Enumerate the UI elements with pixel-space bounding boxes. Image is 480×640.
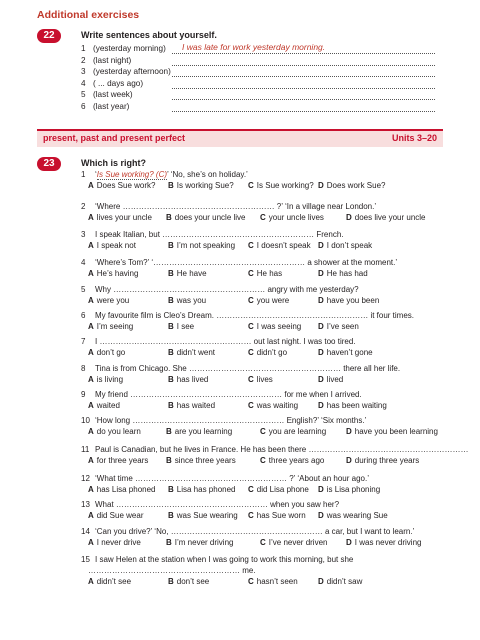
option-letter: C — [260, 456, 266, 465]
question-stem — [81, 474, 369, 483]
option-letter: A — [88, 485, 94, 494]
option-text: has been waiting — [326, 401, 387, 410]
option-letter: A — [88, 511, 94, 520]
option-c[interactable] — [260, 538, 327, 547]
option-text: during three years — [354, 456, 420, 465]
option-letter: C — [260, 427, 266, 436]
option-text: your uncle lives — [268, 213, 324, 222]
item-prompt: (yesterday afternoon) — [93, 67, 171, 76]
question-number: 3 — [81, 230, 86, 239]
option-d[interactable] — [318, 485, 380, 494]
option-letter: C — [248, 375, 254, 384]
option-text: He has — [256, 269, 283, 278]
option-letter: D — [318, 241, 324, 250]
option-text: since three years — [174, 456, 236, 465]
item-prompt: (last week) — [93, 90, 133, 99]
question-number: 10 — [81, 416, 90, 425]
option-text: did Lisa phone — [256, 485, 309, 494]
option-letter: D — [346, 456, 352, 465]
option-d[interactable] — [318, 375, 343, 384]
question-stem — [81, 445, 468, 454]
question-text: I speak Italian, but ………………………………………………… French. — [95, 230, 344, 239]
options-row — [88, 485, 438, 496]
page-heading: Additional exercises — [37, 9, 140, 21]
option-text: don’t go — [96, 348, 126, 357]
option-b[interactable] — [168, 485, 236, 494]
question-stem — [81, 285, 359, 294]
option-text: hasn’t seen — [256, 577, 298, 586]
option-letter: A — [88, 181, 94, 190]
option-d[interactable] — [318, 269, 368, 278]
question-stem — [81, 170, 248, 179]
option-letter: D — [318, 181, 324, 190]
option-c[interactable] — [248, 511, 306, 520]
options-row — [88, 375, 438, 386]
option-b[interactable] — [166, 427, 232, 436]
exercise-22-item — [81, 56, 131, 65]
question-number: 1 — [81, 170, 86, 179]
option-text: don’t see — [176, 577, 210, 586]
option-b[interactable] — [166, 456, 236, 465]
question-stem — [81, 258, 397, 267]
option-text: was Sue wearing — [176, 511, 238, 520]
option-letter: B — [166, 538, 172, 547]
option-a[interactable] — [88, 401, 120, 410]
option-text: does your uncle live — [174, 213, 246, 222]
exercise-23-badge: 23 — [37, 157, 61, 171]
option-d[interactable] — [346, 538, 421, 547]
question-number: 4 — [81, 258, 86, 267]
option-c[interactable] — [248, 401, 298, 410]
option-letter: B — [168, 348, 174, 357]
question-number: 8 — [81, 364, 86, 373]
option-letter: B — [168, 577, 174, 586]
options-row — [88, 269, 438, 280]
option-c[interactable] — [248, 485, 309, 494]
question-number: 2 — [81, 202, 86, 211]
option-text: I speak not — [96, 241, 136, 250]
option-letter: C — [260, 213, 266, 222]
option-text: Does work Sue? — [326, 181, 386, 190]
option-c[interactable] — [248, 296, 289, 305]
question-number: 13 — [81, 500, 90, 509]
question-stem — [81, 202, 376, 211]
options-row — [88, 322, 438, 333]
answer-line[interactable] — [172, 99, 435, 100]
option-letter: A — [88, 456, 94, 465]
option-letter: B — [168, 296, 174, 305]
option-d[interactable] — [346, 456, 419, 465]
option-text: were you — [96, 296, 130, 305]
option-b[interactable] — [168, 577, 209, 586]
options-row — [88, 511, 438, 522]
item-prompt: (last year) — [93, 101, 130, 111]
question-number: 7 — [81, 337, 86, 346]
options-row — [88, 577, 438, 588]
question-text-continued: ………………………………………………… me. — [88, 566, 256, 575]
option-letter: A — [88, 213, 94, 222]
option-letter: B — [168, 241, 174, 250]
answer-line[interactable] — [172, 53, 435, 54]
exercise-22-item — [81, 67, 171, 76]
question-text: Paul is Canadian, but he lives in France. He has been there …………………………………………………… — [95, 445, 469, 454]
question-text: ‘Where ………………………………………………… ?’ ‘In a village near London.’ — [95, 202, 377, 211]
option-text: I was seeing — [256, 322, 302, 331]
option-letter: A — [88, 241, 94, 250]
exercise-22-title: Write sentences about yourself. — [81, 30, 217, 40]
handwritten-answer: I was late for work yesterday morning. — [182, 42, 326, 52]
options-row — [88, 538, 438, 549]
option-b[interactable] — [168, 181, 234, 190]
answer-line[interactable] — [172, 88, 435, 89]
option-b[interactable] — [168, 401, 215, 410]
section-units: Units 3–20 — [391, 133, 437, 143]
option-letter: D — [346, 213, 352, 222]
option-text: are you learning — [174, 427, 233, 436]
option-text: has lived — [176, 375, 209, 384]
option-text: I was never driving — [354, 538, 422, 547]
question-stem — [81, 390, 362, 399]
options-row — [88, 456, 438, 467]
option-text: didn’t go — [256, 348, 288, 357]
option-letter: A — [88, 322, 94, 331]
option-c[interactable] — [260, 456, 324, 465]
option-letter: B — [166, 213, 172, 222]
option-text: haven’t gone — [326, 348, 373, 357]
question-stem — [81, 230, 344, 239]
question-number: 11 — [81, 445, 90, 454]
question-number: 6 — [81, 311, 86, 320]
option-text: lives — [256, 375, 273, 384]
option-text: I don’t speak — [326, 241, 373, 250]
option-d[interactable] — [318, 577, 362, 586]
option-letter: D — [346, 538, 352, 547]
option-letter: B — [168, 485, 174, 494]
question-number: 5 — [81, 285, 86, 294]
question-text: What ………………………………………………… when you saw her? — [95, 500, 340, 509]
option-text: didn’t see — [96, 577, 132, 586]
option-b[interactable] — [168, 296, 206, 305]
question-number: 15 — [81, 555, 90, 564]
option-a[interactable] — [88, 181, 155, 190]
item-number: 4 — [81, 78, 86, 88]
option-letter: D — [318, 269, 324, 278]
option-letter: A — [88, 269, 94, 278]
option-a[interactable] — [88, 322, 133, 331]
options-row — [88, 401, 438, 412]
option-letter: D — [318, 401, 324, 410]
option-letter: C — [248, 322, 254, 331]
option-letter: C — [248, 348, 254, 357]
option-text: is Lisa phoning — [326, 485, 381, 494]
exercise-23-title: Which is right? — [81, 158, 146, 168]
option-text: Lisa has phoned — [176, 485, 236, 494]
options-row — [88, 181, 438, 192]
exercise-22-badge: 22 — [37, 29, 61, 43]
option-text: have you been — [326, 296, 380, 305]
exercise-22-item — [81, 44, 166, 53]
option-a[interactable] — [88, 269, 138, 278]
question-text: Tina is from Chicago. She ………………………………………………… there all her life. — [95, 364, 401, 373]
question-text: My favourite film is Cleo’s Dream. ………………………………………………… it four times. — [95, 311, 415, 320]
answer-line[interactable] — [172, 76, 435, 77]
question-number: 14 — [81, 527, 90, 536]
option-letter: A — [88, 348, 94, 357]
option-text: has waited — [176, 401, 216, 410]
option-text: I’ve seen — [326, 322, 359, 331]
option-b[interactable] — [168, 269, 207, 278]
option-letter: A — [88, 401, 94, 410]
option-c[interactable] — [248, 241, 311, 250]
option-text: I never drive — [96, 538, 141, 547]
question-stem — [81, 337, 356, 346]
question-stem — [81, 555, 353, 564]
option-b[interactable] — [168, 322, 194, 331]
option-a[interactable] — [88, 577, 131, 586]
option-c[interactable] — [248, 375, 273, 384]
options-row — [88, 427, 438, 438]
question-text: ‘ — [95, 170, 97, 179]
option-text: Is working Sue? — [176, 181, 234, 190]
option-letter: D — [318, 322, 324, 331]
option-letter: C — [248, 181, 254, 190]
option-text: does live your uncle — [354, 213, 426, 222]
question-text: ‘Can you drive?’ ‘No, ………………………………………………… a car, but I want to learn.’ — [95, 527, 415, 536]
item-prompt: (yesterday morning) — [93, 44, 166, 53]
option-a[interactable] — [88, 213, 152, 222]
option-text: is living — [96, 375, 124, 384]
option-text: He have — [176, 269, 207, 278]
option-a[interactable] — [88, 456, 148, 465]
item-prompt: (last night) — [93, 55, 132, 65]
option-letter: D — [318, 296, 324, 305]
option-text: has Sue worn — [256, 511, 306, 520]
option-c[interactable] — [248, 577, 298, 586]
question-text: I ………………………………………………… out last night. I was too tired. — [95, 337, 356, 346]
option-text: you are learning — [268, 427, 327, 436]
question-stem — [81, 364, 400, 373]
question-stem — [81, 311, 414, 320]
option-d[interactable] — [346, 213, 426, 222]
option-text: Is Sue working? — [256, 181, 314, 190]
option-letter: C — [248, 577, 254, 586]
option-letter: D — [318, 348, 324, 357]
section-title: present, past and present perfect — [43, 133, 186, 143]
option-a[interactable] — [88, 241, 136, 250]
answer-line[interactable] — [172, 65, 435, 66]
exercise-22-item — [81, 90, 133, 99]
question-number: 9 — [81, 390, 86, 399]
option-text: has Lisa phoned — [96, 485, 156, 494]
option-c[interactable] — [248, 181, 314, 190]
option-d[interactable] — [318, 296, 379, 305]
option-text: He has had — [326, 269, 368, 278]
item-number: 5 — [81, 90, 86, 99]
item-prompt: ( ... days ago) — [93, 78, 144, 88]
option-text: didn’t saw — [326, 577, 363, 586]
option-text: I’m not speaking — [176, 241, 236, 250]
option-b[interactable] — [166, 213, 246, 222]
option-letter: A — [88, 296, 94, 305]
option-letter: D — [318, 511, 324, 520]
question-stem — [81, 527, 414, 536]
item-number: 1 — [81, 44, 86, 53]
item-number: 6 — [81, 101, 86, 111]
option-letter: B — [168, 269, 174, 278]
options-row — [88, 213, 438, 224]
option-d[interactable] — [318, 511, 388, 520]
options-row — [88, 296, 438, 307]
option-text: for three years — [96, 456, 149, 465]
option-a[interactable] — [88, 375, 123, 384]
option-b[interactable] — [166, 538, 233, 547]
option-d[interactable] — [318, 322, 359, 331]
option-letter: C — [248, 241, 254, 250]
option-letter: C — [248, 269, 254, 278]
handwritten-answer: Is Sue working? (C) — [96, 170, 168, 179]
item-number: 2 — [81, 55, 86, 65]
option-d[interactable] — [318, 241, 372, 250]
option-c[interactable] — [248, 322, 301, 331]
option-letter: A — [88, 538, 94, 547]
option-text: was you — [176, 296, 207, 305]
exercise-22-item — [81, 79, 143, 88]
question-text-after: ’ ‘No, she’s on holiday.’ — [167, 170, 248, 179]
option-text: lived — [326, 375, 344, 384]
option-letter: D — [318, 485, 324, 494]
item-number: 3 — [81, 67, 86, 76]
question-number: 12 — [81, 474, 90, 483]
option-a[interactable] — [88, 538, 141, 547]
option-a[interactable] — [88, 348, 125, 357]
option-d[interactable] — [318, 401, 387, 410]
option-text: lives your uncle — [96, 213, 152, 222]
option-letter: B — [168, 375, 174, 384]
option-letter: C — [248, 296, 254, 305]
options-row — [88, 348, 438, 359]
option-letter: B — [166, 456, 172, 465]
question-text: ‘Where’s Tom?’ ‘………………………………………………… a shower at the moment.’ — [95, 258, 398, 267]
option-text: was waiting — [256, 401, 299, 410]
option-letter: C — [248, 511, 254, 520]
option-b[interactable] — [168, 375, 208, 384]
options-row — [88, 241, 438, 252]
option-text: you were — [256, 296, 290, 305]
option-letter: B — [168, 181, 174, 190]
question-text: Why ………………………………………………… angry with me yesterday? — [95, 285, 359, 294]
option-letter: D — [318, 577, 324, 586]
option-d[interactable] — [346, 427, 438, 436]
question-stem — [81, 416, 366, 425]
option-c[interactable] — [248, 269, 282, 278]
option-letter: B — [166, 427, 172, 436]
question-text: ‘How long ………………………………………………… English?’ ‘Six months.’ — [95, 416, 367, 425]
option-text: Does Sue work? — [96, 181, 156, 190]
option-text: I’m never driving — [174, 538, 234, 547]
question-stem — [81, 500, 339, 509]
option-letter: B — [168, 401, 174, 410]
option-letter: B — [168, 511, 174, 520]
option-d[interactable] — [318, 348, 373, 357]
option-text: have you been learning — [354, 427, 438, 436]
option-letter: A — [88, 577, 94, 586]
option-letter: D — [346, 427, 352, 436]
option-b[interactable] — [168, 511, 238, 520]
option-text: didn’t went — [176, 348, 216, 357]
option-b[interactable] — [168, 348, 215, 357]
option-a[interactable] — [88, 427, 141, 436]
question-text: ‘What time ………………………………………………… ?’ ‘About an hour ago.’ — [95, 474, 369, 483]
option-letter: B — [168, 322, 174, 331]
exercise-22-item — [81, 102, 129, 111]
option-text: He’s having — [96, 269, 139, 278]
option-letter: A — [88, 427, 94, 436]
option-letter: D — [318, 375, 324, 384]
option-d[interactable] — [318, 181, 385, 190]
option-letter: C — [248, 401, 254, 410]
answer-line[interactable] — [172, 111, 435, 112]
option-text: I see — [176, 322, 195, 331]
option-text: do you learn — [96, 427, 141, 436]
option-c[interactable] — [260, 427, 326, 436]
option-a[interactable] — [88, 511, 143, 520]
option-text: I doesn’t speak — [256, 241, 311, 250]
question-text: My friend ………………………………………………… for me when I arrived. — [95, 390, 362, 399]
option-text: was wearing Sue — [326, 511, 388, 520]
option-a[interactable] — [88, 485, 156, 494]
option-text: I’ve never driven — [268, 538, 328, 547]
option-c[interactable] — [260, 213, 324, 222]
option-text: waited — [96, 401, 120, 410]
option-text: did Sue wear — [96, 511, 144, 520]
option-letter: C — [260, 538, 266, 547]
option-c[interactable] — [248, 348, 287, 357]
option-a[interactable] — [88, 296, 129, 305]
option-text: three years ago — [268, 456, 325, 465]
section-band — [37, 129, 443, 147]
option-b[interactable] — [168, 241, 235, 250]
option-letter: A — [88, 375, 94, 384]
option-letter: C — [248, 485, 254, 494]
option-text: I’m seeing — [96, 322, 134, 331]
question-text: I saw Helen at the station when I was going to work this morning, but she — [95, 555, 354, 564]
